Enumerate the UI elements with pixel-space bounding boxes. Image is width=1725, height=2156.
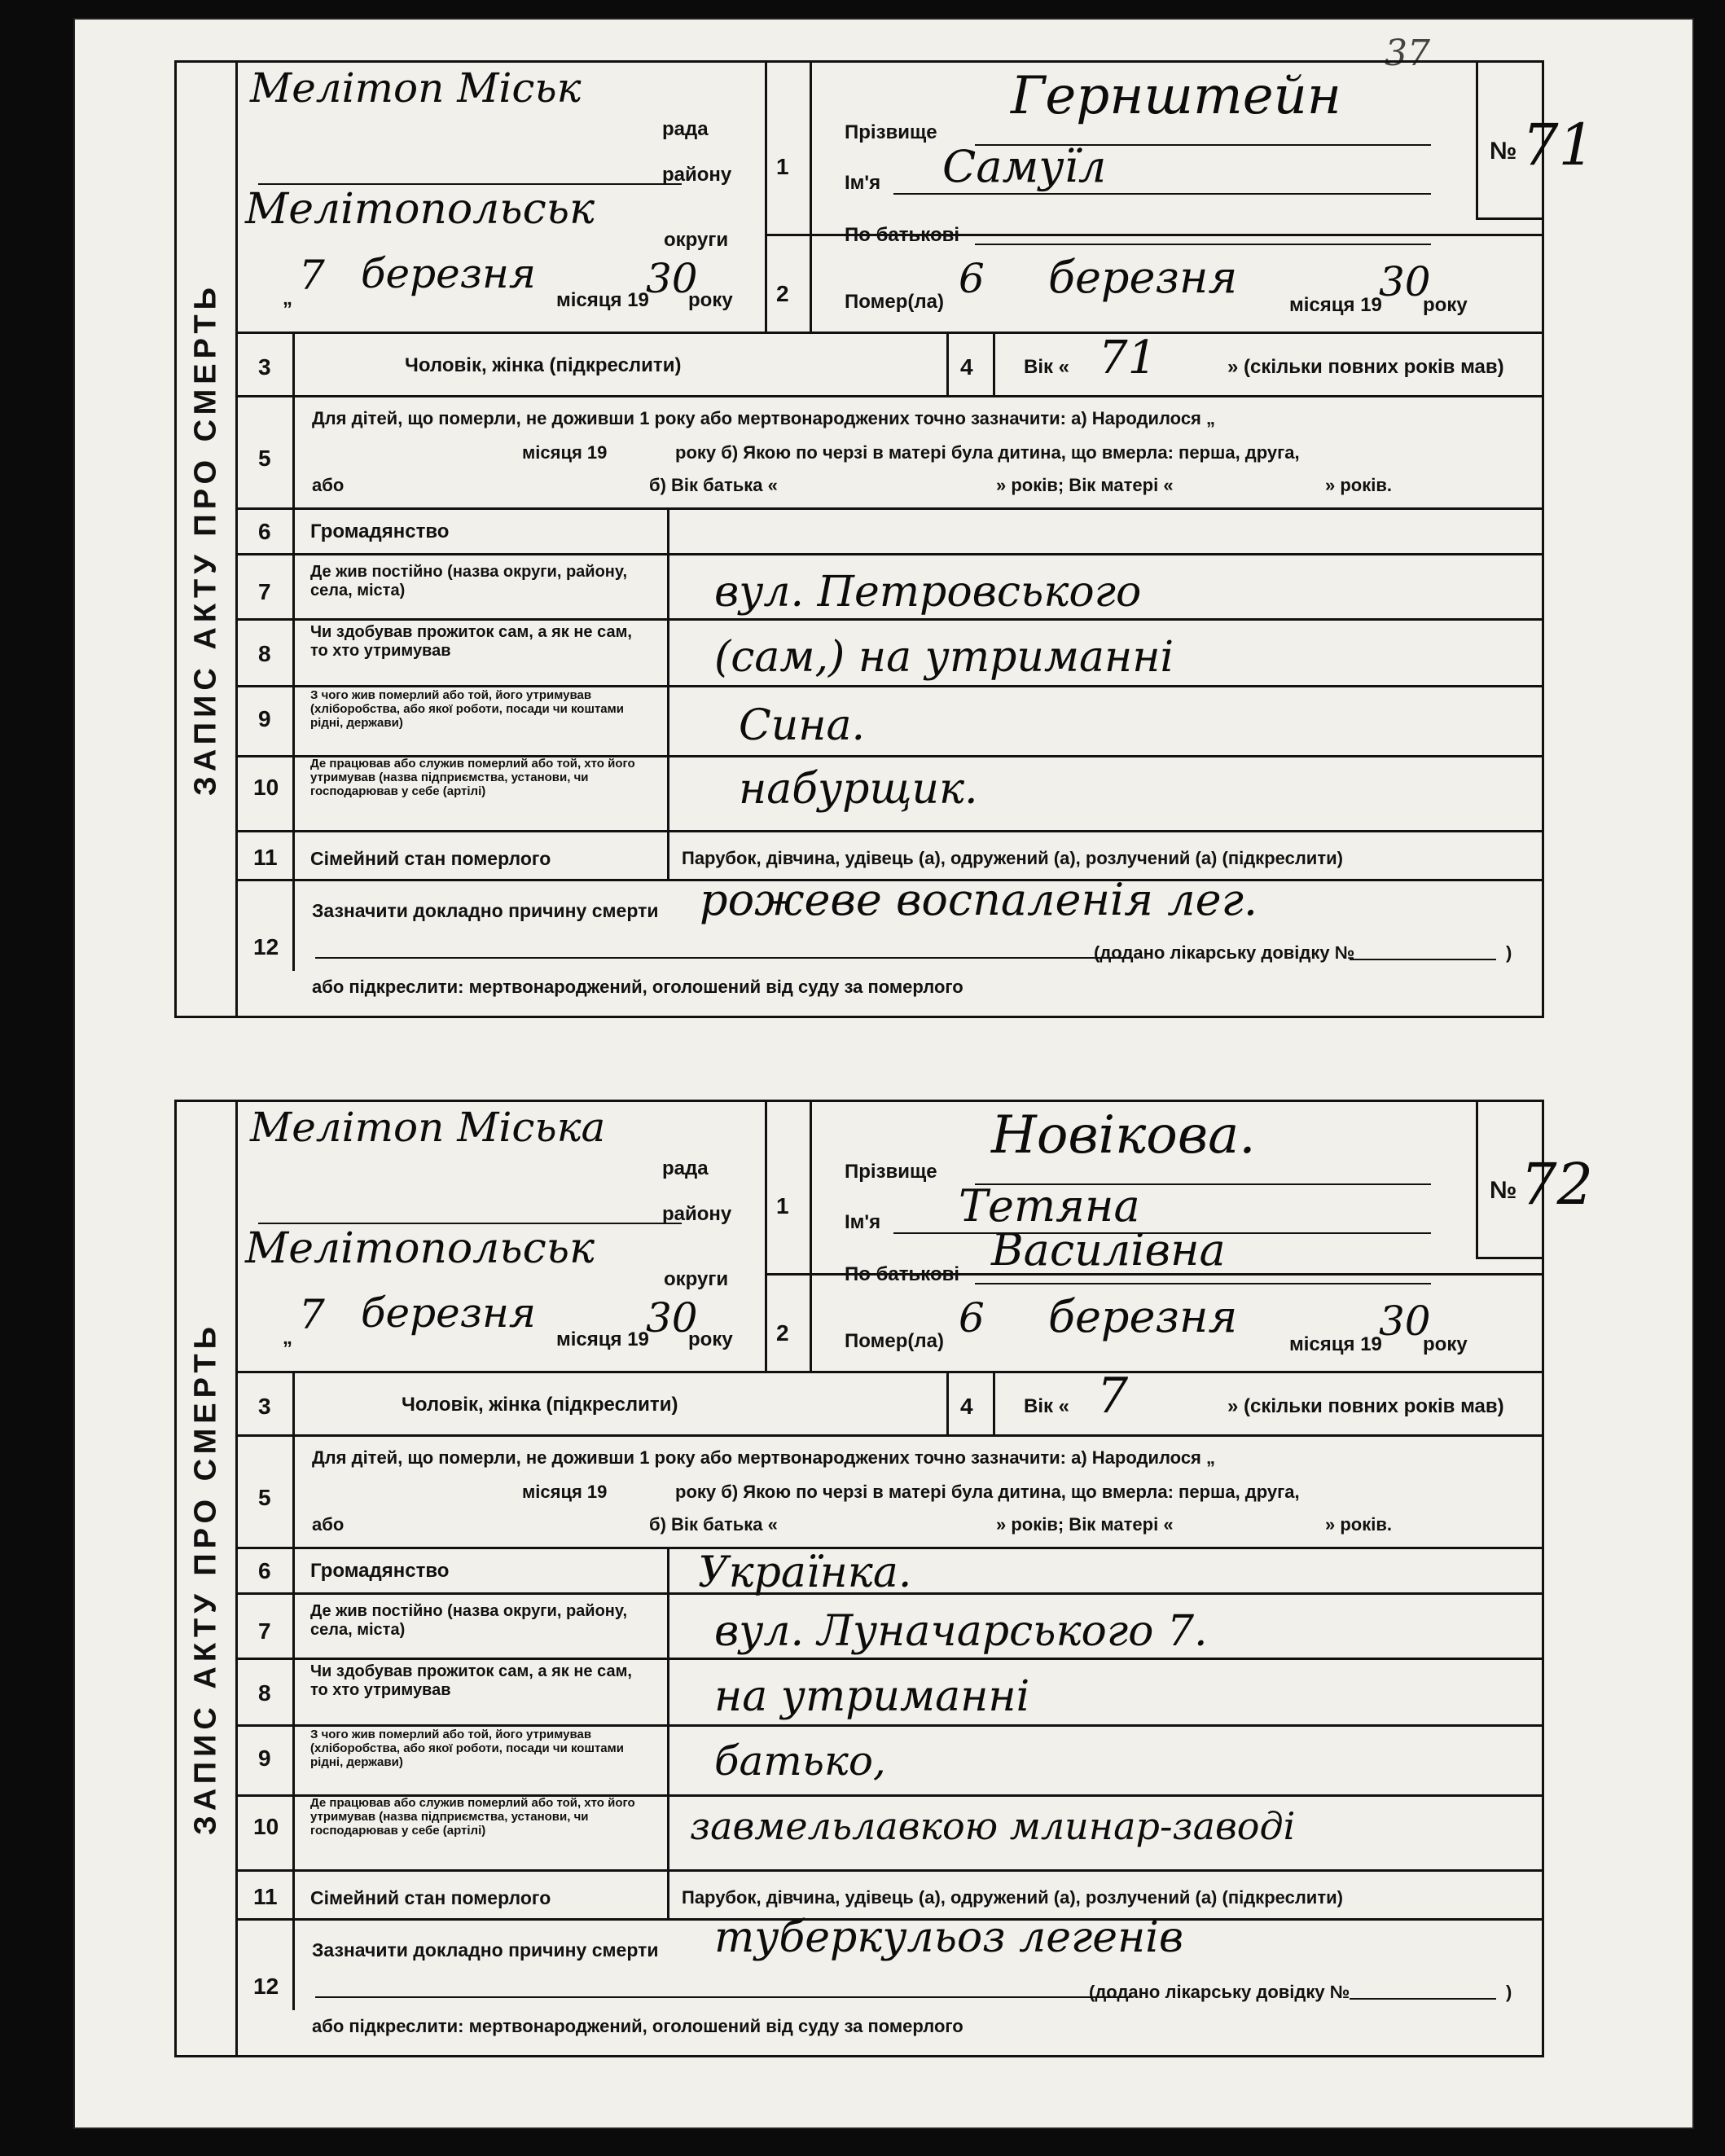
form-label: ) — [1506, 942, 1512, 963]
form-label: місяця 19 — [522, 1482, 608, 1502]
rule-line — [810, 1102, 812, 1371]
row-number: 9 — [258, 1745, 271, 1771]
death-day: 6 — [959, 255, 985, 302]
rule-line — [667, 1869, 669, 1918]
age: 71 — [1099, 332, 1157, 384]
death-record-71 — [174, 60, 1596, 1018]
rule-line — [975, 1283, 1431, 1284]
residence: вул. Луначарського 7. — [714, 1607, 1208, 1656]
surname: Гернштейн — [1011, 66, 1341, 126]
rule-line — [810, 63, 812, 332]
rule-line — [1350, 1998, 1496, 2000]
form-label: » років; Вік матері « — [996, 1514, 1174, 1535]
form-label: Сімейний стан померлого — [310, 1887, 551, 1908]
council-name: Мелітоп Міська — [250, 1104, 606, 1151]
form-label: Вік « — [1024, 356, 1070, 378]
rule-line — [235, 1592, 1542, 1595]
form-label: З чого жив померлий або той, його утримував (хліборобства, або якої роботи, посади чи коштами рідні, держави) — [310, 1728, 624, 1769]
death-month: березня — [1048, 252, 1238, 303]
row-number: 5 — [258, 446, 271, 471]
form-label: Громадянство — [310, 1560, 450, 1582]
death-month: березня — [1048, 1291, 1238, 1342]
rule-line — [765, 1102, 767, 1371]
form-label: Парубок, дівчина, удівець (а), одружений (а), розлучений (а) (підкреслити) — [682, 1887, 1343, 1908]
form-label: року б) Якою по черзі в матері була дитина, що вмерла: перша, друга, — [675, 442, 1300, 463]
form-label: району — [662, 1203, 732, 1225]
form-label: року — [1423, 294, 1468, 316]
given-name: Самуїл — [942, 141, 1107, 192]
row-number: 11 — [253, 845, 278, 870]
rule-line — [667, 830, 669, 879]
rule-line — [667, 1547, 669, 1869]
form-label: Для дітей, що померли, не доживши 1 року або мертвонароджених точно зазначити: а) Народилося „ — [312, 408, 1216, 428]
row-number: 11 — [253, 1884, 278, 1909]
residence: вул. Петровського — [714, 568, 1142, 617]
form-label: місяця 19 — [1289, 294, 1382, 316]
form-label: » (скільки повних років мав) — [1227, 1395, 1504, 1417]
rule-line — [235, 332, 1542, 334]
form-label: Де працював або служив померлий або той, хто його утримував (назва підприємства, установи, чи господарював у себе (артілі) — [310, 1796, 635, 1838]
rule-line — [235, 618, 1542, 621]
okruga-name: Мелітопольськ — [245, 185, 595, 234]
rule-line — [292, 332, 295, 971]
rule-line — [893, 193, 1431, 195]
rule-line — [292, 1371, 295, 2010]
form-label: або — [312, 475, 345, 495]
form-label: » років. — [1325, 1514, 1392, 1535]
form-label: Ім'я — [845, 172, 881, 194]
form-label: Парубок, дівчина, удівець (а), одружений (а), розлучений (а) (підкреслити) — [682, 848, 1343, 868]
page-number: 37 — [1385, 33, 1430, 74]
rule-line — [993, 1371, 995, 1434]
rule-line — [946, 332, 949, 395]
form-label: місяця 19 — [1289, 1333, 1382, 1355]
rule-line — [235, 395, 1542, 397]
row-number: 7 — [258, 579, 271, 604]
no-label: № — [1490, 138, 1517, 165]
rule-line — [235, 553, 1542, 555]
form-label: Зазначити докладно причину смерти — [312, 1939, 659, 1961]
rule-line: ЗАПИС АКТУ ПРО СМЕРТЬ — [188, 1322, 223, 1835]
form-label: року — [688, 289, 733, 311]
row-number: 8 — [258, 641, 271, 666]
row-number: 4 — [960, 1394, 973, 1419]
form-label: (додано лікарську довідку № — [1094, 942, 1355, 963]
reg-day: 7 — [299, 252, 325, 299]
reg-year: 30 — [646, 1294, 698, 1341]
form-label: Ім'я — [845, 1211, 881, 1233]
reg-year: 30 — [646, 255, 698, 302]
form-label: рада — [662, 1157, 709, 1179]
form-label: „ — [283, 1327, 292, 1349]
rule-line: ЗАПИС АКТУ ПРО СМЕРТЬ — [188, 283, 223, 796]
form-label: Помер(ла) — [845, 291, 944, 313]
form-label: Вік « — [1024, 1395, 1070, 1417]
livelihood: батько, — [714, 1737, 886, 1785]
death-day: 6 — [959, 1294, 985, 1341]
record-number: 71 — [1522, 112, 1596, 178]
form-label: » років; Вік матері « — [996, 475, 1174, 495]
row-number: 1 — [776, 1193, 789, 1219]
form-label: Чи здобував прожиток сам, а як не сам, то хто утримував — [310, 1662, 632, 1699]
rule-line — [946, 1371, 949, 1434]
rule-line — [235, 1869, 1542, 1872]
row-number: 8 — [258, 1680, 271, 1706]
form-label: або підкреслити: мертвонароджений, оголошений від суду за померлого — [312, 977, 963, 997]
no-label: № — [1490, 1177, 1517, 1204]
given-name: Тетяна — [959, 1180, 1140, 1232]
form-label: б) Вік батька « — [649, 1514, 778, 1535]
row-number: 9 — [258, 706, 271, 731]
form-label: По батькові — [845, 224, 960, 246]
form-label: » (скільки повних років мав) — [1227, 356, 1504, 378]
row-number: 12 — [253, 1974, 279, 1999]
reg-month: березня — [361, 1289, 537, 1337]
patronymic: Василівна — [991, 1224, 1226, 1276]
row-number: 3 — [258, 1394, 271, 1419]
form-label: (додано лікарську довідку № — [1089, 1982, 1350, 2002]
age: 7 — [1097, 1368, 1129, 1425]
row-number: 7 — [258, 1618, 271, 1644]
form-label: місяця 19 — [556, 1328, 649, 1350]
form-label: Сімейний стан померлого — [310, 848, 551, 869]
rule-line — [235, 507, 1542, 510]
support: (сам,) на утриманні — [714, 633, 1174, 682]
reg-month: березня — [361, 250, 537, 297]
row-number: 10 — [253, 1814, 279, 1839]
rule-line — [315, 1996, 1130, 1998]
form-label: ) — [1506, 1982, 1512, 2002]
council-name: Мелітоп Міськ — [250, 64, 582, 112]
row-number: 3 — [258, 354, 271, 380]
row-number: 6 — [258, 519, 271, 544]
form-label: Де жив постійно (назва округи, району, села, міста) — [310, 563, 628, 599]
rule-line — [235, 1658, 1542, 1660]
death-year: 30 — [1379, 1298, 1431, 1345]
form-label: Де жив постійно (назва округи, району, села, міста) — [310, 1602, 628, 1639]
form-label: рада — [662, 118, 709, 140]
form-label: місяця 19 — [522, 442, 608, 463]
form-label: округи — [664, 229, 729, 251]
death-record-72 — [174, 1100, 1594, 2057]
form-label: б) Вік батька « — [649, 475, 778, 495]
form-label: По батькові — [845, 1263, 960, 1285]
reg-day: 7 — [299, 1291, 325, 1338]
row-number: 12 — [253, 934, 279, 959]
row-number: 2 — [776, 1320, 789, 1346]
form-label: З чого жив померлий або той, його утримував (хліборобства, або якої роботи, посади чи коштами рідні, держави) — [310, 688, 624, 730]
form-label: Помер(ла) — [845, 1330, 944, 1352]
form-label: Чи здобував прожиток сам, а як не сам, то хто утримував — [310, 623, 632, 660]
form-label: Зазначити докладно причину смерти — [312, 900, 659, 921]
form-label: року — [1423, 1333, 1468, 1355]
death-year: 30 — [1379, 258, 1431, 305]
rule-line — [1350, 959, 1496, 960]
form-label: району — [662, 164, 732, 186]
form-label: року б) Якою по черзі в матері була дитина, що вмерла: перша, друга, — [675, 1482, 1300, 1502]
form-label: „ — [283, 288, 292, 310]
vertical-title — [177, 63, 238, 1016]
rule-line — [235, 685, 1542, 687]
row-number: 4 — [960, 354, 973, 380]
vertical-title — [177, 1102, 238, 2055]
rule-line — [315, 957, 1130, 959]
support: на утриманні — [714, 1672, 1030, 1721]
citizenship: Українка. — [698, 1548, 912, 1597]
sex-label: Чоловік, жінка (підкреслити) — [402, 1394, 678, 1416]
form-label: » років. — [1325, 475, 1392, 495]
record-number: 72 — [1521, 1151, 1594, 1218]
row-number: 1 — [776, 154, 789, 179]
rule-line — [235, 1434, 1542, 1437]
form-label: або підкреслити: мертвонароджений, оголошений від суду за померлого — [312, 2016, 963, 2036]
rule-line — [765, 63, 767, 332]
rule-line — [235, 830, 1542, 832]
row-number: 6 — [258, 1558, 271, 1583]
form-label: Для дітей, що померли, не доживши 1 року або мертвонароджених точно зазначити: а) Народилося „ — [312, 1447, 1216, 1468]
sex-label: Чоловік, жінка (підкреслити) — [405, 354, 682, 376]
form-label: Де працював або служив померлий або той, хто його утримував (назва підприємства, установи, чи господарював у себе (артілі) — [310, 757, 635, 798]
rule-line — [235, 1724, 1542, 1727]
form-label: року — [688, 1328, 733, 1350]
form-label: Прізвище — [845, 1161, 937, 1183]
row-number: 5 — [258, 1485, 271, 1510]
form-label: Громадянство — [310, 520, 450, 542]
rule-line — [667, 507, 669, 830]
death-cause: рожеве воспаленія лег. — [700, 874, 1258, 925]
rule-line — [235, 1371, 1542, 1373]
row-number: 2 — [776, 281, 789, 306]
form-label: або — [312, 1514, 345, 1535]
form-label: округи — [664, 1268, 729, 1290]
livelihood: Сина. — [739, 701, 866, 750]
surname: Новікова. — [991, 1105, 1256, 1166]
workplace: набурщик. — [739, 765, 978, 814]
workplace: завмельлавкою млинар-заводі — [690, 1804, 1296, 1848]
okruga-name: Мелітопольськ — [245, 1224, 595, 1273]
form-label: Прізвище — [845, 121, 937, 143]
rule-line — [975, 244, 1431, 245]
form-label: місяця 19 — [556, 289, 649, 311]
rule-line — [993, 332, 995, 395]
death-cause: туберкульоз легенів — [714, 1913, 1184, 1962]
row-number: 10 — [253, 775, 279, 800]
